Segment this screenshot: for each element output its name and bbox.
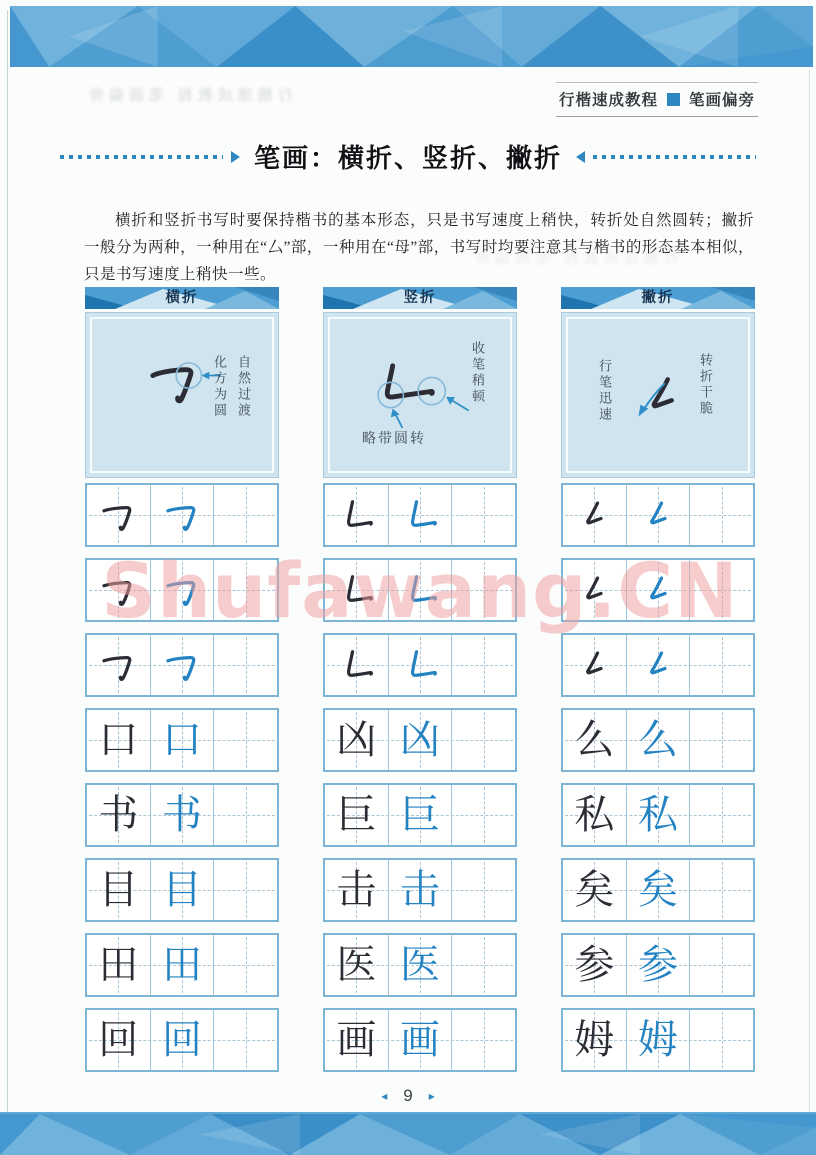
practice-cell [563, 1010, 626, 1070]
practice-row [85, 783, 279, 847]
practice-row [561, 633, 755, 697]
triangle-mosaic-graphic [10, 6, 813, 67]
practice-row [323, 858, 517, 922]
dotted-line-left [60, 155, 223, 159]
site-watermark: Shufawang.CN [101, 546, 739, 635]
stroke-piezhe-blue [637, 569, 679, 611]
practice-row [85, 558, 279, 622]
practice-cell [626, 485, 690, 545]
model-character-black: 击 [336, 867, 377, 912]
model-character-blue: 私 [638, 792, 678, 837]
model-character-black: 画 [336, 1017, 377, 1062]
model-character-blue: 巨 [400, 792, 440, 837]
model-character-black: 姆 [574, 1017, 615, 1062]
practice-cell [388, 635, 452, 695]
print-through-artifact: 行楷速成教程 笔画偏旁 [470, 251, 679, 267]
stroke-hengzhe-blue [161, 644, 203, 686]
practice-row [323, 933, 517, 997]
practice-row [561, 483, 755, 547]
practice-cell [388, 1010, 452, 1070]
model-character-black: 么 [574, 717, 615, 762]
square-bullet-icon [667, 93, 680, 106]
stroke-piezhe-blue [637, 644, 679, 686]
page-footer [0, 1086, 816, 1106]
stroke-hengzhe-blue [161, 494, 203, 536]
practice-cell [325, 710, 388, 770]
practice-cell [150, 485, 214, 545]
practice-cell [689, 785, 753, 845]
practice-cell [325, 1010, 388, 1070]
practice-cell [563, 785, 626, 845]
practice-cell [451, 935, 515, 995]
model-character-blue: 参 [638, 942, 678, 987]
model-character-black: 目 [98, 867, 139, 912]
practice-cell [325, 635, 388, 695]
model-character-blue: 凶 [400, 717, 440, 762]
practice-row [561, 783, 755, 847]
practice-cell [150, 710, 214, 770]
practice-cell [150, 935, 214, 995]
tip-horizontal: 略带圆转 [362, 432, 426, 447]
model-character-blue: 口 [162, 717, 202, 762]
practice-cell [451, 1010, 515, 1070]
model-character-black: 医 [336, 942, 377, 987]
practice-cell [626, 710, 690, 770]
practice-cell [563, 710, 626, 770]
stroke-instruction-box [323, 312, 517, 478]
practice-row [85, 708, 279, 772]
model-character-blue: 回 [162, 1017, 202, 1062]
model-character-black: 田 [98, 942, 139, 987]
bottom-banner-pattern [0, 1112, 816, 1155]
arrowhead-left-icon [576, 151, 585, 163]
model-character-black: 矣 [574, 867, 615, 912]
column-title: 撇折 [641, 290, 675, 306]
lesson-title-row [60, 138, 756, 175]
practice-row [323, 783, 517, 847]
practice-cell [213, 1010, 277, 1070]
model-character-black: 书 [98, 792, 139, 837]
column-header-banner [561, 287, 755, 309]
stroke-shuzhe-black [335, 644, 377, 686]
practice-cell [451, 560, 515, 620]
column-hengzhe [85, 287, 279, 1072]
practice-cell [689, 710, 753, 770]
model-character-blue: 目 [162, 867, 202, 912]
practice-cell [213, 710, 277, 770]
model-character-blue: 矣 [638, 867, 678, 912]
practice-cell [626, 860, 690, 920]
practice-row [323, 483, 517, 547]
practice-cell [325, 860, 388, 920]
tip-vertical: 行笔迅速 [597, 359, 612, 423]
model-character-black: 参 [574, 942, 615, 987]
stroke-piezhe-black [573, 494, 615, 536]
practice-cell [563, 560, 626, 620]
stroke-piezhe-black [573, 644, 615, 686]
practice-row [85, 483, 279, 547]
practice-cell [626, 935, 690, 995]
section-label: 笔画偏旁 [688, 92, 755, 109]
model-character-blue: 医 [400, 942, 440, 987]
column-title: 横折 [165, 290, 199, 306]
page-edge-line-left [7, 10, 8, 1112]
practice-cell [150, 785, 214, 845]
stroke-hengzhe-blue [161, 569, 203, 611]
page-number: 9 [403, 1086, 413, 1105]
stroke-instruction-box [561, 312, 755, 478]
practice-row [561, 858, 755, 922]
stroke-hengzhe-black [97, 644, 139, 686]
practice-cell [626, 560, 690, 620]
model-character-black: 巨 [336, 792, 377, 837]
practice-grid [85, 483, 279, 1072]
practice-cell [388, 710, 452, 770]
practice-cell [87, 935, 150, 995]
practice-cell [87, 635, 150, 695]
stroke-shuzhe-blue [399, 569, 441, 611]
column-piezhe [561, 287, 755, 1072]
practice-cell [388, 560, 452, 620]
tip-vertical: 转折干脆 [698, 353, 713, 417]
practice-row [85, 633, 279, 697]
practice-row [85, 933, 279, 997]
model-character-black: 回 [98, 1017, 139, 1062]
practice-cell [626, 635, 690, 695]
practice-cell [388, 485, 452, 545]
model-character-black: 口 [98, 717, 139, 762]
dotted-line-right [593, 155, 756, 159]
practice-columns [85, 287, 755, 1072]
practice-grid [323, 483, 517, 1072]
practice-cell [563, 635, 626, 695]
column-shuzhe [323, 287, 517, 1072]
page-edge-line-right [809, 70, 810, 1112]
practice-row [323, 708, 517, 772]
model-character-black: 凶 [336, 717, 377, 762]
practice-row [85, 858, 279, 922]
practice-cell [626, 785, 690, 845]
stroke-shuzhe-black [335, 569, 377, 611]
model-character-blue: 么 [638, 717, 678, 762]
stroke-shuzhe-blue [399, 644, 441, 686]
tip-vertical: 自然过渡 [236, 355, 251, 419]
practice-cell [213, 860, 277, 920]
practice-cell [451, 485, 515, 545]
practice-row [323, 633, 517, 697]
practice-cell [87, 860, 150, 920]
practice-cell [150, 1010, 214, 1070]
practice-row [561, 708, 755, 772]
lesson-title: 笔画：横折、竖折、撇折 [254, 144, 563, 173]
practice-cell [87, 560, 150, 620]
practice-cell [150, 560, 214, 620]
practice-cell [325, 560, 388, 620]
stroke-shuzhe-blue [399, 494, 441, 536]
stroke-hengzhe-black [97, 569, 139, 611]
practice-cell [213, 785, 277, 845]
pager-left-icon: ◂ [381, 1088, 388, 1103]
practice-cell [325, 785, 388, 845]
column-title: 竖折 [403, 290, 437, 306]
practice-cell [451, 785, 515, 845]
practice-cell [689, 860, 753, 920]
practice-cell [563, 935, 626, 995]
stroke-instruction-box [85, 312, 279, 478]
practice-cell [213, 635, 277, 695]
practice-row [85, 1008, 279, 1072]
course-title: 行楷速成教程 [558, 92, 658, 109]
practice-cell [388, 785, 452, 845]
practice-cell [689, 935, 753, 995]
practice-cell [689, 560, 753, 620]
practice-cell [87, 485, 150, 545]
practice-cell [213, 560, 277, 620]
practice-cell [689, 1010, 753, 1070]
practice-cell [150, 635, 214, 695]
practice-cell [689, 485, 753, 545]
model-character-blue: 田 [162, 942, 202, 987]
practice-cell [213, 485, 277, 545]
piezhe-stroke-diagram [568, 319, 748, 471]
stroke-piezhe-black [573, 569, 615, 611]
model-character-blue: 击 [400, 867, 440, 912]
model-character-black: 私 [574, 792, 615, 837]
print-through-artifact: 行楷速成教程 笔画偏旁 [84, 88, 293, 104]
practice-grid [561, 483, 755, 1072]
practice-cell [626, 1010, 690, 1070]
tip-vertical: 收笔稍顿 [470, 341, 485, 405]
practice-cell [87, 710, 150, 770]
practice-cell [388, 860, 452, 920]
practice-cell [325, 935, 388, 995]
practice-cell [325, 485, 388, 545]
practice-row [561, 558, 755, 622]
practice-cell [689, 635, 753, 695]
practice-cell [451, 860, 515, 920]
model-character-blue: 书 [162, 792, 202, 837]
practice-cell [213, 935, 277, 995]
stroke-piezhe-blue [637, 494, 679, 536]
intro-paragraph: 横折和竖折书写时要保持楷书的基本形态，只是书写速度上稍快，转折处自然圆转；撇折一般分为两种，一种用在“厶”部，一种用在“母”部，书写时均要注意其与楷书的形态基本相似，只是书写速度上稍快一些。 [84, 211, 754, 283]
practice-cell [150, 860, 214, 920]
pager-right-icon: ▸ [428, 1088, 435, 1103]
arrowhead-right-icon [231, 151, 240, 163]
practice-row [323, 1008, 517, 1072]
top-banner-pattern [10, 6, 813, 67]
stroke-shuzhe-black [335, 494, 377, 536]
practice-row [323, 558, 517, 622]
practice-cell [451, 635, 515, 695]
model-character-blue: 姆 [638, 1017, 678, 1062]
practice-row [561, 1008, 755, 1072]
column-header-banner [85, 287, 279, 309]
column-header-banner [323, 287, 517, 309]
practice-cell [563, 860, 626, 920]
practice-cell [388, 935, 452, 995]
triangle-mosaic-graphic [0, 1114, 816, 1155]
practice-cell [87, 785, 150, 845]
practice-cell [87, 1010, 150, 1070]
running-header [556, 82, 758, 117]
model-character-blue: 画 [400, 1017, 440, 1062]
practice-row [561, 933, 755, 997]
tip-vertical: 化方为圆 [212, 355, 227, 419]
stroke-hengzhe-black [97, 494, 139, 536]
practice-cell [563, 485, 626, 545]
practice-cell [451, 710, 515, 770]
